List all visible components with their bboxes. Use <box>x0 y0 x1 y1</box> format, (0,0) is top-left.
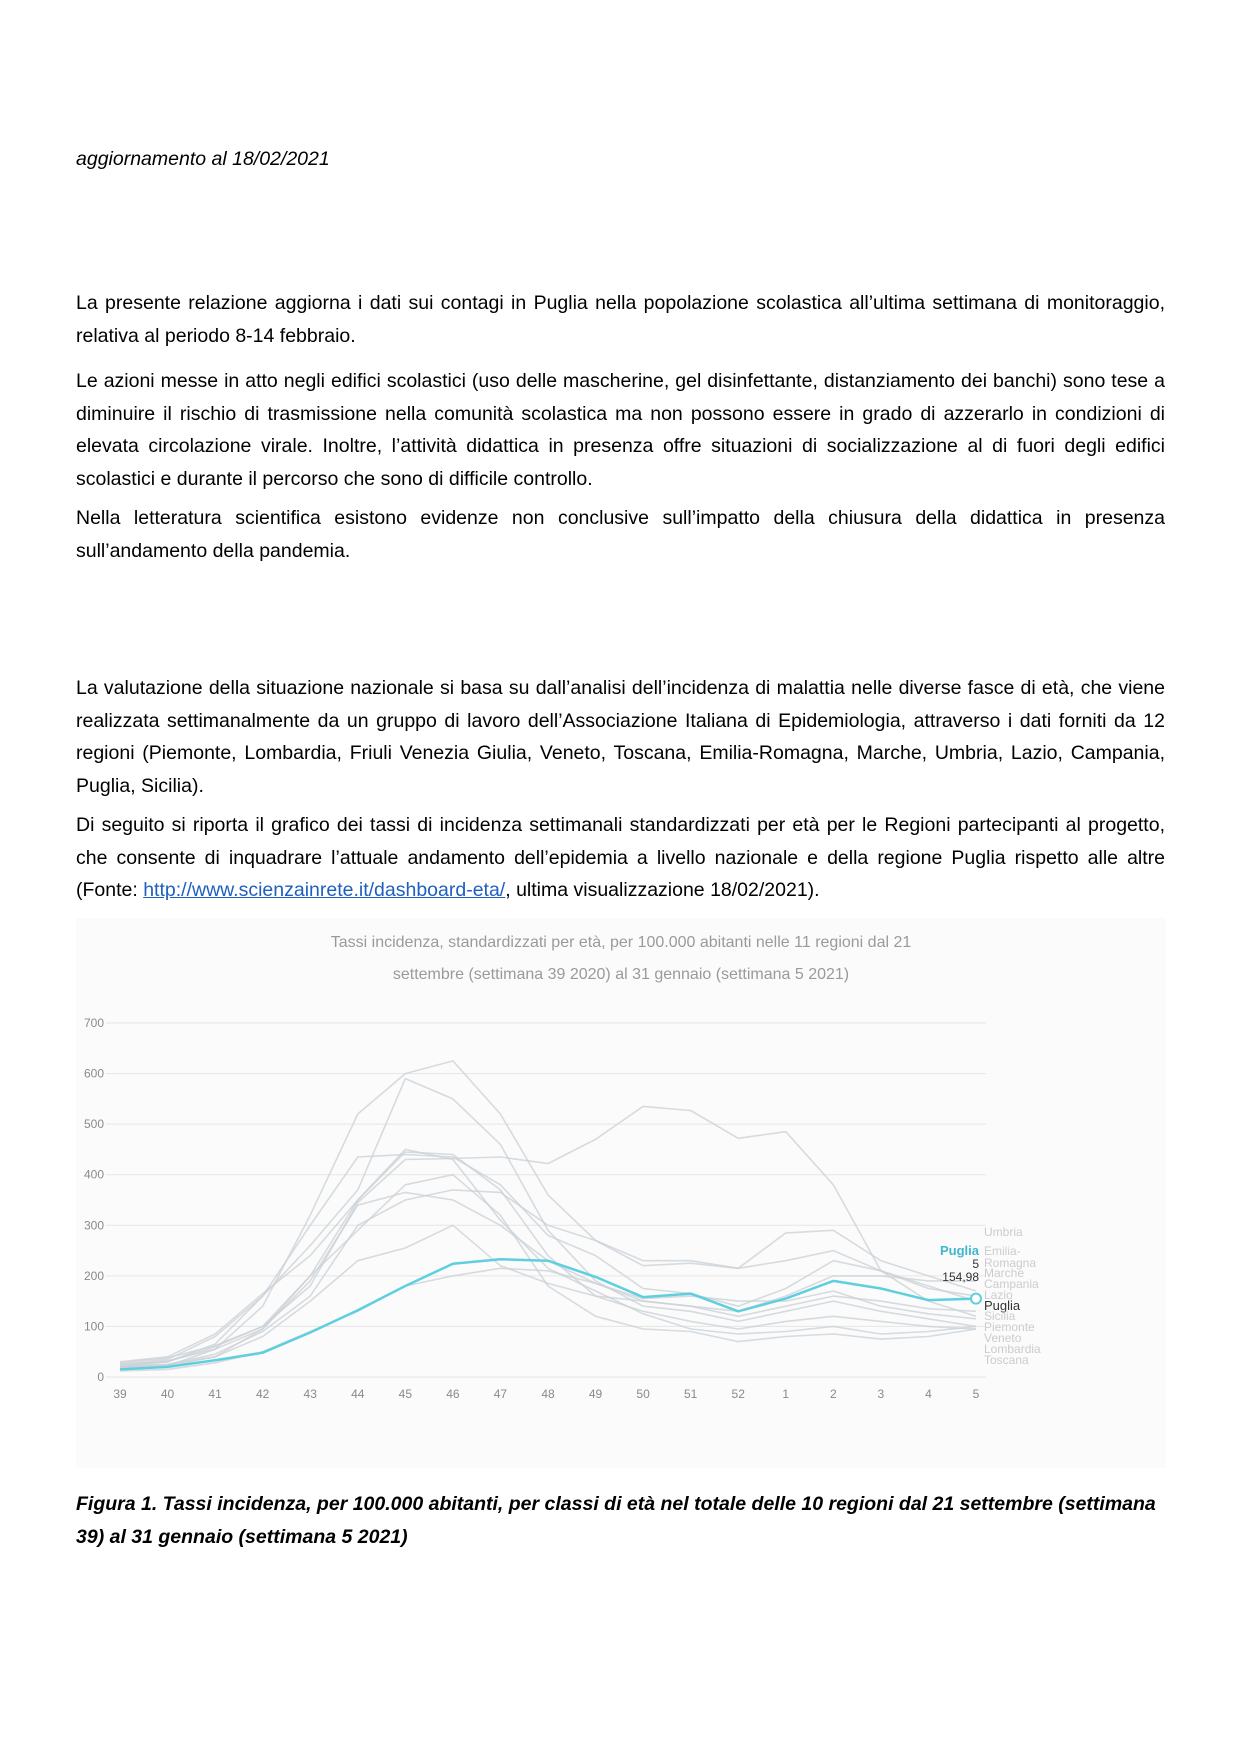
series-line-piemonte <box>120 1079 976 1365</box>
series-line-marche <box>120 1225 976 1368</box>
series-line-umbria <box>120 1192 976 1367</box>
x-tick-label: 45 <box>398 1387 413 1401</box>
figure-caption: Figura 1. Tassi incidenza, per 100.000 abitanti, per classi di età nel totale delle 10 regioni dal 21 settembre (settimana 39) al 31 gennaio (settimana 5 2021) <box>76 1493 1156 1548</box>
update-date: aggiornamento al 18/02/2021 <box>76 148 330 170</box>
legend-label: Lazio <box>984 1288 1013 1302</box>
x-tick-label: 4 <box>925 1387 932 1401</box>
legend-label: Marche <box>984 1266 1025 1280</box>
x-tick-label: 3 <box>877 1387 885 1401</box>
y-tick-label: 600 <box>83 1066 104 1081</box>
paragraph-school-measures: Le azioni messe in atto negli edifici scolastici (uso delle mascherine, gel disinfettante, distanziamento dei banchi) sono tese a diminuire il rischio di trasmissione nella comunità scolastica ma non possono essere in grado di azzerarlo in condizioni di elevata circolazione virale. Inoltre, l’attività didattica in presenza offre situazioni di socializzazione al di fuori degli edifici scolastici e durante il percorso che sono di difficile controllo. <box>76 370 1165 490</box>
legend-label: Campania <box>984 1277 1039 1291</box>
legend-label: Toscana <box>984 1353 1029 1367</box>
highlight-week-label: 5 <box>972 1257 979 1271</box>
incidence-chart-svg <box>76 918 1166 1468</box>
y-tick-label: 300 <box>83 1218 104 1233</box>
x-tick-label: 52 <box>731 1387 745 1401</box>
y-tick-label: 0 <box>97 1370 104 1384</box>
legend-label: Sicilia <box>984 1309 1016 1323</box>
x-tick-label: 50 <box>636 1387 650 1401</box>
paragraph-source <box>76 809 1165 907</box>
paragraph-intro: La presente relazione aggiorna i dati sui contagi in Puglia nella popolazione scolastica all’ultima settimana di monitoraggio, relativa al periodo 8-14 febbraio. <box>76 292 1165 347</box>
paragraph-national-evaluation: La valutazione della situazione nazionale si basa su dall’analisi dell’incidenza di malattia nelle diverse fasce di età, che viene realizzata settimanalmente da un gruppo di lavoro dell’Associazione Italiana di Epidemiologia, attraverso i dati forniti da 12 regioni (Piemonte, Lombardia, Friuli Venezia Giulia, Veneto, Toscana, Emilia-Romagna, Marche, Umbria, Lazio, Campania, Puglia, Sicilia). <box>76 677 1165 797</box>
x-tick-label: 5 <box>972 1387 980 1401</box>
source-text-before: Di seguito si riporta il grafico dei tassi di incidenza settimanali standardizzati per età per le Regioni partecipanti al progetto, che consente di inquadrare l’attuale andamento dell’epidemia a livello nazionale e della regione Puglia rispetto alle altre (Fonte: <box>76 814 1165 901</box>
x-tick-label: 40 <box>160 1387 175 1401</box>
paragraph-literature: Nella letteratura scientifica esistono evidenze non conclusive sull’impatto della chiusura della didattica in presenza sull’andamento della pandemia. <box>76 507 1165 562</box>
legend-label: Romagna <box>984 1256 1037 1270</box>
series-line-campania <box>120 1061 976 1370</box>
x-tick-label: 48 <box>541 1387 555 1401</box>
incidence-chart <box>76 918 1166 1468</box>
source-link[interactable]: http://www.scienzainrete.it/dashboard-eta/ <box>143 879 506 901</box>
legend-label: Puglia <box>984 1298 1021 1313</box>
legend-label: Lombardia <box>984 1342 1041 1356</box>
highlight-point <box>971 1294 981 1304</box>
y-tick-label: 100 <box>83 1319 104 1334</box>
y-tick-label: 700 <box>83 1016 104 1030</box>
y-tick-label: 500 <box>83 1117 104 1132</box>
y-tick-label: 400 <box>83 1167 104 1182</box>
x-tick-label: 41 <box>208 1387 222 1401</box>
x-tick-label: 51 <box>683 1387 698 1401</box>
legend-label: Veneto <box>984 1331 1022 1345</box>
chart-title-line2: settembre (settimana 39 2020) al 31 gennaio (settimana 5 2021) <box>392 966 850 983</box>
x-tick-label: 39 <box>113 1387 127 1401</box>
x-tick-label: 42 <box>255 1387 270 1401</box>
x-tick-label: 49 <box>588 1387 603 1401</box>
legend-label: Piemonte <box>984 1320 1035 1334</box>
x-tick-label: 47 <box>493 1387 508 1401</box>
x-tick-label: 2 <box>829 1387 837 1401</box>
chart-title-line1: Tassi incidenza, standardizzati per età, per 100.000 abitanti nelle 11 regioni dal 21 <box>330 934 912 951</box>
legend-label: Emilia- <box>984 1244 1021 1258</box>
x-tick-label: 43 <box>303 1387 317 1401</box>
x-tick-label: 1 <box>782 1387 790 1401</box>
highlight-series-label: Puglia <box>939 1243 979 1258</box>
highlight-value-label: 154,98 <box>942 1270 979 1284</box>
x-tick-label: 46 <box>446 1387 460 1401</box>
source-text-after: , ultima visualizzazione 18/02/2021). <box>505 879 820 901</box>
x-tick-label: 44 <box>351 1387 365 1401</box>
series-line-lazio <box>120 1190 976 1367</box>
y-tick-label: 200 <box>83 1268 104 1283</box>
legend-label: Umbria <box>984 1225 1023 1239</box>
